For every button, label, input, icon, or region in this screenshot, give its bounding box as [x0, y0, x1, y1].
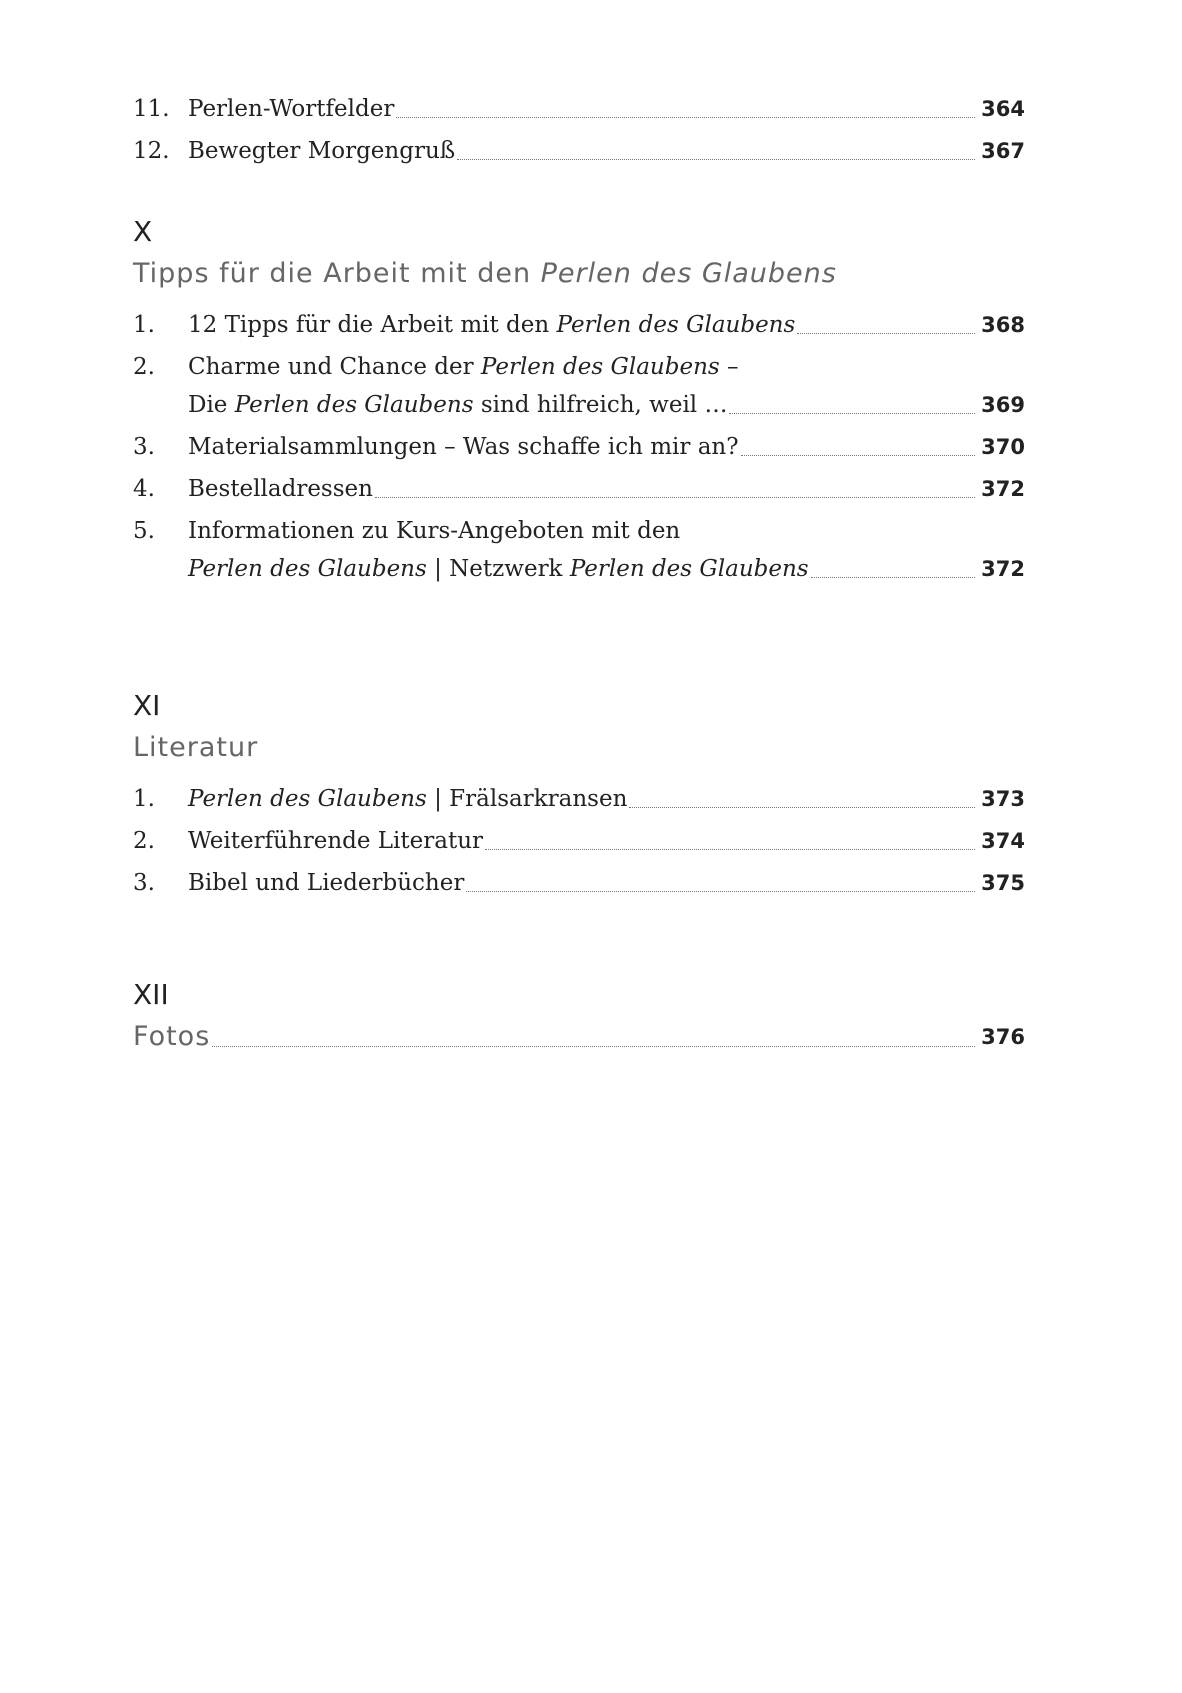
toc-entry[interactable] — [133, 132, 1025, 170]
section-title-plain: Tipps für die Arbeit mit den — [133, 258, 541, 289]
section-number: XI — [133, 689, 161, 722]
entry-line-1 — [188, 348, 1025, 386]
entry-number: 5. — [133, 518, 155, 544]
entry-title: Bestelladressen — [188, 476, 373, 502]
entry-page: 372 — [981, 557, 1025, 581]
entry-title-plain: 12 Tipps für die Arbeit mit den — [188, 312, 557, 338]
entry-title — [188, 780, 627, 818]
toc-entry[interactable] — [133, 90, 1025, 128]
entry-page: 370 — [981, 435, 1025, 459]
toc-entry[interactable] — [133, 1015, 1025, 1059]
entry-number: 1. — [133, 312, 155, 338]
toc-entry[interactable] — [133, 306, 1025, 344]
entry-text-italic: Perlen des Glaubens — [480, 354, 720, 380]
entry-text-plain: | Netzwerk — [426, 556, 570, 582]
entry-number: 11. — [133, 96, 170, 122]
entry-line-1: Informationen zu Kurs-Angeboten mit den — [188, 518, 681, 544]
entry-page: 373 — [981, 787, 1025, 811]
dot-leader — [457, 159, 975, 160]
dot-leader — [485, 849, 975, 850]
entry-number: 2. — [133, 354, 155, 380]
toc-entry[interactable] — [133, 470, 1025, 508]
entry-body — [188, 348, 1025, 424]
section-title — [133, 252, 1025, 296]
toc-entry[interactable] — [133, 348, 1025, 424]
dot-leader — [811, 577, 975, 578]
toc-top-list — [133, 90, 1025, 170]
entry-number: 3. — [133, 870, 155, 896]
entry-body — [188, 512, 1025, 588]
section-xi — [133, 686, 1025, 902]
entry-page: 369 — [981, 393, 1025, 417]
entry-text-plain: Charme und Chance der — [188, 354, 481, 380]
entry-number: 2. — [133, 828, 155, 854]
entry-line-2 — [188, 550, 1025, 588]
toc-entry[interactable] — [133, 780, 1025, 818]
entry-title-plain: | Frälsarkransen — [426, 786, 628, 812]
dot-leader — [629, 807, 975, 808]
entry-text-plain: – — [719, 354, 739, 380]
entry-line-2-text — [188, 550, 809, 588]
entry-page: 364 — [981, 97, 1025, 121]
section-title: Fotos — [133, 1021, 211, 1052]
section-title-italic: Perlen des Glaubens — [540, 258, 837, 289]
entry-page: 372 — [981, 477, 1025, 501]
entry-page: 368 — [981, 313, 1025, 337]
entry-text-italic: Perlen des Glaubens — [188, 556, 427, 582]
dot-leader — [466, 891, 975, 892]
entry-text-plain: sind hilfreich, weil … — [473, 392, 728, 418]
entry-page: 374 — [981, 829, 1025, 853]
dot-leader — [797, 333, 975, 334]
entry-title-italic: Perlen des Glaubens — [556, 312, 796, 338]
dot-leader — [741, 455, 975, 456]
entry-title: Materialsammlungen – Was schaffe ich mir an? — [188, 434, 739, 460]
entry-text-plain: Die — [188, 392, 235, 418]
section-number: XII — [133, 978, 169, 1011]
entry-title-italic: Perlen des Glaubens — [188, 786, 427, 812]
entry-title: Bewegter Morgengruß — [188, 138, 456, 164]
section-title: Literatur — [133, 732, 259, 763]
entry-number: 3. — [133, 434, 155, 460]
entry-text-italic: Perlen des Glaubens — [234, 392, 474, 418]
entry-line-2-text — [188, 386, 727, 424]
entry-title — [188, 306, 795, 344]
entry-page: 376 — [981, 1025, 1025, 1049]
toc-entry[interactable] — [133, 864, 1025, 902]
entry-number: 4. — [133, 476, 155, 502]
section-xii — [133, 975, 1025, 1059]
dot-leader — [212, 1046, 975, 1047]
section-x — [133, 212, 1025, 588]
toc-entry[interactable] — [133, 512, 1025, 588]
entry-title: Perlen-Wortfelder — [188, 96, 395, 122]
entry-line-2 — [188, 386, 1025, 424]
entry-page: 367 — [981, 139, 1025, 163]
dot-leader — [375, 497, 975, 498]
dot-leader — [729, 413, 975, 414]
entry-number: 1. — [133, 786, 155, 812]
toc-entry[interactable] — [133, 428, 1025, 466]
entry-title: Weiterführende Literatur — [188, 828, 484, 854]
entry-page: 375 — [981, 871, 1025, 895]
toc-entry[interactable] — [133, 822, 1025, 860]
section-number: X — [133, 215, 153, 248]
entry-title: Bibel und Liederbücher — [188, 870, 465, 896]
entry-text-italic: Perlen des Glaubens — [569, 556, 809, 582]
entry-number: 12. — [133, 138, 170, 164]
dot-leader — [396, 117, 975, 118]
